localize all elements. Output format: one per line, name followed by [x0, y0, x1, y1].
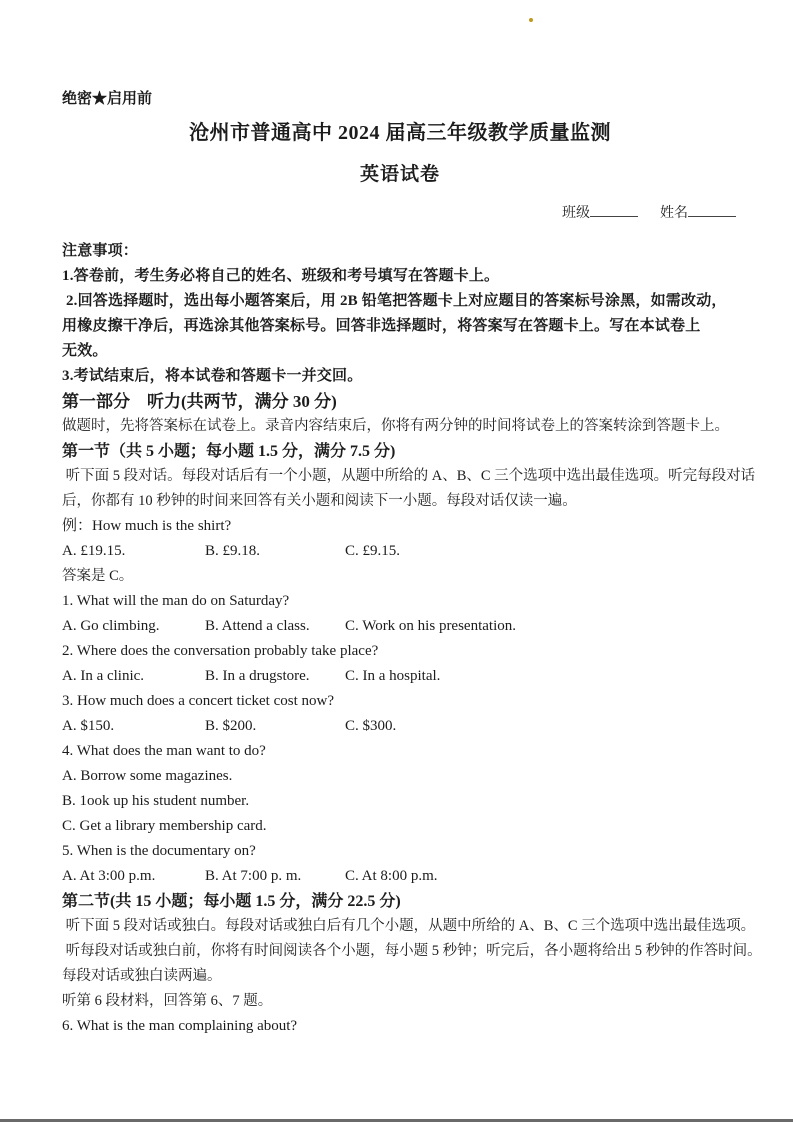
question-3-option-c: C. $300. — [345, 718, 397, 734]
section1-heading: 第一节（共 5 小题；每小题 1.5 分，满分 7.5 分) — [62, 443, 396, 460]
section2-block — [62, 889, 762, 1039]
question-2-options-row — [62, 664, 738, 689]
question-3-option-b: B. $200. — [205, 718, 257, 734]
page-artifact-dot — [529, 18, 533, 22]
question-3-options-row — [62, 714, 738, 739]
question-4-option-c: C. Get a library membership card. — [62, 818, 267, 834]
question-5-options-row — [62, 864, 738, 889]
question-5-text: 5. When is the documentary on? — [62, 843, 256, 859]
part1-block — [62, 389, 738, 439]
question-2-option-a: A. In a clinic. — [62, 668, 145, 684]
question-5-option-a: A. At 3:00 p.m. — [62, 868, 156, 884]
question-1-text: 1. What will the man do on Saturday? — [62, 593, 290, 609]
section2-heading: 第二节(共 15 小题；每小题 1.5 分，满分 22.5 分) — [62, 893, 401, 910]
material-6-intro: 听第 6 段材料，回答第 6、7 题。 — [62, 993, 273, 1009]
question-5-option-c: C. At 8:00 p.m. — [345, 868, 438, 884]
example-question: 例：How much is the shirt? — [62, 518, 232, 534]
exam-title: 沧州市普通高中 2024 届高三年级教学质量监测 — [189, 122, 611, 144]
section1-instruction-line-2: 后，你都有 10 秒钟的时间来回答有关小题和阅读下一小题。每段对话仅读一遍。 — [62, 493, 577, 509]
question-4-text: 4. What does the man want to do? — [62, 743, 266, 759]
question-3-option-a: A. $150. — [62, 718, 115, 734]
example-answer: 答案是 C。 — [62, 568, 134, 584]
question-1-option-c: C. Work on his presentation. — [345, 618, 516, 634]
question-6-text: 6. What is the man complaining about? — [62, 1018, 298, 1034]
notice-item-2-line-3: 无效。 — [62, 343, 108, 359]
name-blank-field — [688, 203, 736, 217]
class-blank-field — [590, 203, 638, 217]
security-label: 绝密★启用前 — [62, 91, 153, 107]
question-3-text: 3. How much does a concert ticket cost now? — [62, 693, 334, 709]
example-option-a: A. £19.15. — [62, 543, 126, 559]
section2-instruction-line-2: 听每段对话或独白前，你将有时间阅读各个小题，每小题 5 秒钟；听完后，各小题将给出 5 秒钟的作答时间。 — [62, 943, 762, 959]
section2-instruction-line-1: 听下面 5 段对话或独白。每段对话或独白后有几个小题，从题中所给的 A、B、C 三个选项中选出最佳选项。 — [62, 918, 756, 934]
example-option-c: C. £9.15. — [345, 543, 401, 559]
section2-instruction-line-3: 每段对话或独白读两遍。 — [62, 968, 222, 984]
question-5-option-b: B. At 7:00 p. m. — [205, 868, 302, 884]
question-2-option-b: B. In a drugstore. — [205, 668, 310, 684]
part1-heading: 第一部分 听力(共两节，满分 30 分) — [62, 392, 337, 411]
class-label: 班级 — [562, 206, 590, 221]
question-1-options-row — [62, 614, 738, 639]
question-2-text: 2. Where does the conversation probably take place? — [62, 643, 379, 659]
question-4-option-a: A. Borrow some magazines. — [62, 768, 233, 784]
notice-item-3: 3.考试结束后，将本试卷和答题卡一并交回。 — [62, 368, 363, 384]
example-option-b: B. £9.18. — [205, 543, 261, 559]
paper-title: 英语试卷 — [359, 164, 440, 185]
notice-heading: 注意事项： — [62, 243, 139, 259]
question-1-option-a: A. Go climbing. — [62, 618, 160, 634]
notice-item-1: 1.答卷前，考生务必将自己的姓名、班级和考号填写在答题卡上。 — [62, 268, 500, 284]
notice-block — [62, 239, 738, 389]
part1-instruction: 做题时，先将答案标在试卷上。录音内容结束后，你将有两分钟的时间将试卷上的答案转涂到答题卡上。 — [62, 418, 729, 434]
section1-block — [62, 439, 756, 889]
question-2-option-c: C. In a hospital. — [345, 668, 441, 684]
page-content — [62, 86, 762, 1039]
name-label: 姓名 — [660, 206, 688, 221]
notice-item-2-line-1: 2.回答选择题时，选出每小题答案后，用 2B 铅笔把答题卡上对应题目的答案标号涂黑，如需改动， — [62, 293, 727, 309]
question-4-option-b: B. 1ook up his student number. — [62, 793, 250, 809]
notice-item-2-line-2: 用橡皮擦干净后，再选涂其他答案标号。回答非选择题时，将答案写在答题卡上。写在本试卷上 — [62, 318, 701, 334]
section1-instruction-line-1: 听下面 5 段对话。每段对话后有一个小题，从题中所给的 A、B、C 三个选项中选出最佳选项。听完每段对话 — [62, 468, 756, 484]
question-1-option-b: B. Attend a class. — [205, 618, 310, 634]
student-info-row — [62, 203, 738, 225]
example-options-row — [62, 539, 738, 564]
